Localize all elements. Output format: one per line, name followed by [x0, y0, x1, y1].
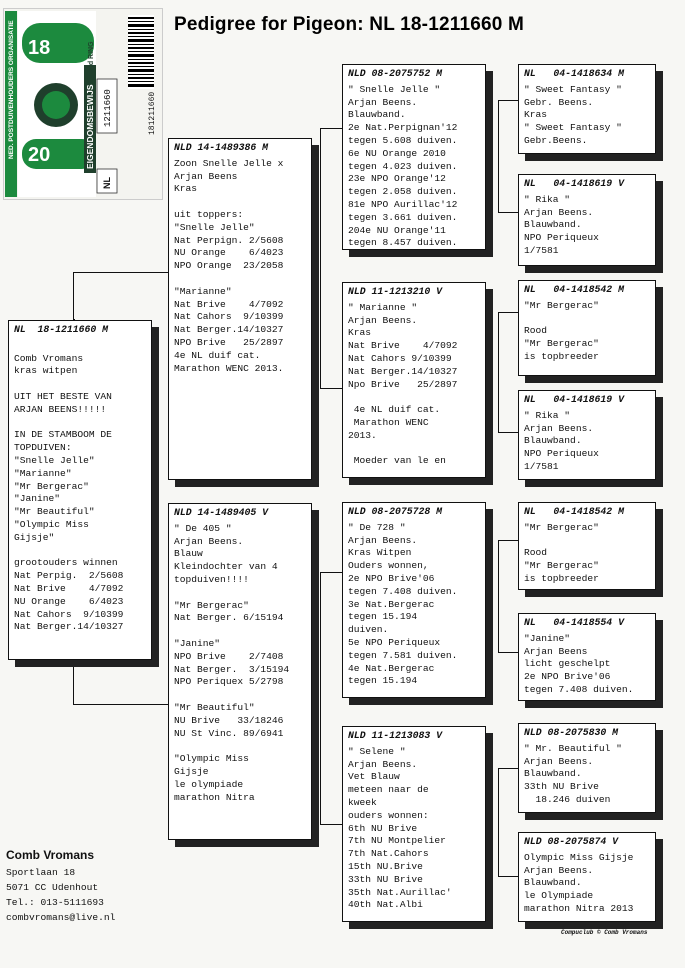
breeder-name: Comb Vromans — [6, 848, 95, 862]
ring-number-header: NLD 14-1489386 M — [174, 142, 269, 153]
card-text-line — [174, 625, 306, 638]
ring-certificate — [3, 8, 163, 200]
card-text-line: " Rika " — [524, 193, 571, 205]
card-text-line: Nat Berger.14/10327 — [14, 621, 124, 633]
card-text-line: " De 728 " — [348, 521, 406, 533]
breeder-email: combvromans@live.nl — [6, 912, 116, 923]
connector-sire-sd — [320, 388, 342, 389]
card-text-line: tegen 4.023 duiven. — [348, 160, 458, 172]
card-text-line: kras witpen — [14, 365, 78, 377]
card-text-line: 6th NU Brive — [348, 822, 418, 834]
connector-sire-vertical — [320, 128, 321, 388]
barcode-icon — [128, 15, 154, 89]
card-text-line: tegen 15.194 — [348, 611, 418, 623]
card-text-line: 3e Nat.Bergerac — [348, 598, 435, 610]
ring-number-header: NLD 08-2075752 M — [348, 68, 443, 79]
card-text-line: Kras — [174, 183, 198, 195]
card-text-line — [174, 740, 306, 753]
card-text-line: 2e NPO Brive'06 — [348, 572, 435, 584]
sire-dam-dam-card — [518, 390, 656, 480]
card-text-line: "Janine" — [524, 632, 571, 644]
card-text-line: Marathon WENC 2013. — [174, 362, 284, 374]
card-text-line: Marathon WENC — [348, 416, 429, 428]
card-text-line: Zoon Snelle Jelle x — [174, 157, 284, 169]
card-text-line: " Snelle Jelle " — [348, 83, 441, 95]
card-text-line: "Mr Bergerac" — [524, 338, 599, 350]
card-text-line: Blauw — [174, 548, 203, 560]
ring-year-left: 20 — [28, 144, 51, 166]
card-text-line: "Marianne" — [174, 285, 232, 297]
card-text-line: Arjan Beens — [174, 170, 238, 182]
card-text-line: le olympiade — [174, 778, 244, 790]
card-text-line: NPO Periquex 5/2798 — [174, 676, 284, 688]
ring-number-header: NL 04-1418554 V — [524, 617, 624, 628]
card-text-line: Vet Blauw — [348, 771, 400, 783]
card-text-line: Gebr.Beens. — [524, 134, 588, 146]
card-text-line: Kras — [524, 109, 548, 121]
card-text-line: tegen 2.058 duiven. — [348, 186, 458, 198]
card-text-line: "Janine" — [14, 493, 61, 505]
card-text-line: Gebr. Beens. — [524, 96, 594, 108]
card-text-line: 81e NPO Aurillac'12 — [348, 198, 458, 210]
card-text-line: "Mr Bergerac" — [524, 521, 599, 533]
card-text-line: Arjan Beens. — [348, 96, 418, 108]
card-text-line: kweek — [348, 796, 377, 808]
ring-year-right: 18 — [28, 37, 51, 59]
ring-org-text: NED. POSTDUIVENHOUDERS ORGANISATIE — [8, 20, 15, 159]
dam-dam-dam-card — [518, 832, 656, 922]
card-text-line: ouders wonnen: — [348, 809, 429, 821]
card-text-line: Arjan Beens. — [348, 758, 418, 770]
card-text-line: Nat Brive 4/7092 — [14, 582, 124, 594]
card-text-line — [174, 689, 306, 702]
connector-dam-ds — [320, 572, 342, 573]
sire-sire-sire-card — [518, 64, 656, 154]
connector-ds-dsd — [498, 652, 518, 653]
connector-sd-sds — [498, 312, 518, 313]
connector-dd-ddd — [498, 876, 518, 877]
breeder-contact — [6, 848, 115, 925]
card-text-line: Blauwband. — [524, 219, 582, 231]
card-text-line: 33th NU Brive — [348, 873, 423, 885]
ring-number-header: NL 04-1418542 M — [524, 506, 624, 517]
card-text-line: 23e NPO Orange'12 — [348, 173, 446, 185]
card-text-line: tegen 7.581 duiven. — [348, 649, 458, 661]
card-text-line: 7th Nat.Cahors — [348, 848, 429, 860]
card-text-line: Blauwband. — [524, 768, 582, 780]
card-text-line: 204e NU Orange'11 — [348, 224, 446, 236]
dam-sire-sire-card — [518, 502, 656, 590]
ring-number-header: NLD 14-1489405 V — [174, 507, 269, 518]
card-text-line: Arjan Beens — [524, 645, 588, 657]
card-text-line: NU St Vinc. 89/6941 — [174, 727, 284, 739]
card-text-line: " Mr. Beautiful " — [524, 742, 622, 754]
card-text-line: NPO Orange 23/2058 — [174, 260, 284, 272]
sire-sire-card — [342, 64, 486, 250]
ring-number-header: NL 04-1418542 M — [524, 284, 624, 295]
card-text-line: TOPDUIVEN: — [14, 442, 72, 454]
ring-eigendom-text: EIGENDOMSBEWIJS — [85, 84, 95, 169]
card-text-line: Olympic Miss Gijsje — [524, 851, 634, 863]
page-title: Pedigree for Pigeon: NL 18-1211660 M — [174, 14, 525, 35]
card-text-line: "Mr Beautiful" — [174, 701, 255, 713]
card-text-line — [348, 391, 480, 404]
card-text-line: Comb Vromans — [14, 352, 84, 364]
ring-number-header: NL 04-1418619 V — [524, 178, 624, 189]
card-text-line: Nat Cahors 9/10399 — [174, 311, 284, 323]
card-text-line — [14, 340, 146, 353]
connector-sd-vertical — [498, 312, 499, 432]
card-text-line: 33th NU Brive — [524, 781, 599, 793]
card-text-line: Rood — [524, 325, 548, 337]
card-text-line — [14, 545, 146, 558]
card-text-line: NPO Periqueux — [524, 232, 599, 244]
connector-ss-vertical — [498, 100, 499, 212]
ring-number-header: NLD 08-2075874 V — [524, 836, 619, 847]
card-text-line: " Rika " — [524, 409, 571, 421]
ring-number: 1211660 — [103, 89, 113, 127]
card-text-line: Nat Berger.14/10327 — [174, 324, 284, 336]
card-text-line: 2e NPO Brive'06 — [524, 671, 611, 683]
connector-dam-vertical — [320, 572, 321, 824]
card-text-line: 35th Nat.Aurillac' — [348, 886, 452, 898]
card-text-line: NPO Periqueux — [524, 448, 599, 460]
card-text-line: Nat Cahors 9/10399 — [348, 352, 452, 364]
card-text-line: Nat Berger. 3/15194 — [174, 663, 290, 675]
card-text-line — [174, 196, 306, 209]
dam-sire-card — [342, 502, 486, 698]
card-text-line: Gijsje" — [14, 531, 55, 543]
card-text-line: Nat Perpign. 2/5608 — [174, 234, 284, 246]
connector-sire-ss — [320, 128, 342, 129]
card-text-line: 4e NL duif cat. — [174, 349, 261, 361]
card-text-line: topduiven!!!! — [174, 573, 249, 585]
card-text-line: NU Brive 33/18246 — [174, 714, 284, 726]
card-text-line: "Marianne" — [14, 467, 72, 479]
card-text-line: "Snelle Jelle" — [14, 454, 95, 466]
card-text-line: uit toppers: — [174, 208, 244, 220]
card-text-line: tegen 3.661 duiven. — [348, 211, 458, 223]
card-text-line: Gijsje — [174, 765, 209, 777]
breeder-address-street: Sportlaan 18 — [6, 867, 76, 878]
dam-dam-card — [342, 726, 486, 922]
card-text-line: ARJAN BEENS!!!!! — [14, 403, 107, 415]
card-text-line: Nat Berger. 6/15194 — [174, 612, 284, 624]
card-text-line: tegen 8.457 duiven. — [348, 237, 458, 249]
card-text-line: UIT HET BESTE VAN — [14, 390, 112, 402]
card-text-line: tegen 5.608 duiven. — [348, 134, 458, 146]
card-text-line: " Sweet Fantasy " — [524, 122, 622, 134]
card-text-line: 6e NU Orange 2010 — [348, 147, 446, 159]
sire-dam-card — [342, 282, 486, 478]
card-text-line: Blauwband. — [524, 435, 582, 447]
ring-number-header: NL 18-1211660 M — [14, 324, 109, 335]
ring-number-header: NLD 11-1213083 V — [348, 730, 443, 741]
card-text-line: "Snelle Jelle" — [174, 221, 255, 233]
card-text-line: tegen 7.408 duiven. — [348, 585, 458, 597]
card-text-line: tegen 15.194 — [348, 675, 418, 687]
connector-ds-dss — [498, 540, 518, 541]
card-text-line: " Selene " — [348, 745, 406, 757]
ring-ring-text: v/d RING — [88, 41, 95, 71]
card-text-line — [348, 443, 480, 456]
card-text-line: 4e Nat.Bergerac — [348, 662, 435, 674]
connector-main-dam — [73, 704, 168, 705]
card-text-line: 5e NPO Periqueux — [348, 636, 441, 648]
main-pigeon-card — [8, 320, 152, 660]
card-text-line: Arjan Beens. — [348, 314, 418, 326]
card-text-line: Arjan Beens. — [524, 206, 594, 218]
ring-number-header: NL 04-1418619 V — [524, 394, 624, 405]
connector-ss-ssd — [498, 212, 518, 213]
card-text-line — [524, 535, 650, 548]
card-text-line — [14, 378, 146, 391]
card-text-line: tegen 7.408 duiven. — [524, 683, 634, 695]
connector-dd-vertical — [498, 768, 499, 876]
card-text-line: licht geschelpt — [524, 658, 611, 670]
card-text-line — [14, 417, 146, 430]
card-text-line: 1/7581 — [524, 460, 559, 472]
card-text-line: marathon Nitra 2013 — [524, 902, 634, 914]
card-text-line: Kras Witpen — [348, 547, 412, 559]
card-text-line: Arjan Beens. — [524, 755, 594, 767]
ring-number-header: NLD 08-2075728 M — [348, 506, 443, 517]
card-text-line: 18.246 duiven — [524, 793, 611, 805]
connector-ss-sss — [498, 100, 518, 101]
card-text-line: Npo Brive 25/2897 — [348, 378, 458, 390]
card-text-line: duiven. — [348, 624, 389, 636]
card-text-line — [174, 587, 306, 600]
card-text-line: le Olympiade — [524, 890, 594, 902]
card-text-line: Nat Perpig. 2/5608 — [14, 570, 124, 582]
card-text-line: 7th NU Montpelier — [348, 835, 446, 847]
barcode-number: 181211660 — [148, 91, 157, 135]
card-text-line: Arjan Beens. — [174, 535, 244, 547]
card-text-line: "Janine" — [174, 637, 221, 649]
card-text-line: "Mr Beautiful" — [14, 506, 95, 518]
card-text-line: 4e NL duif cat. — [348, 404, 441, 416]
software-credit: Compuclub © Comb Vromans — [561, 929, 648, 936]
card-text-line: Moeder van le en — [348, 455, 446, 467]
card-text-line: Nat Cahors 9/10399 — [14, 608, 124, 620]
card-text-line: Nat Brive 4/7092 — [174, 298, 284, 310]
card-text-line: 1/7581 — [524, 244, 559, 256]
card-text-line: "Mr Bergerac" — [524, 299, 599, 311]
card-text-line: Nat Brive 4/7092 — [348, 340, 458, 352]
card-text-line: "Olympic Miss — [174, 753, 249, 765]
card-text-line: 40th Nat.Albi — [348, 899, 423, 911]
card-text-line: marathon Nitra — [174, 791, 255, 803]
card-text-line: NPO Brive 25/2897 — [174, 336, 284, 348]
connector-sd-sdd — [498, 432, 518, 433]
card-text-line: " De 405 " — [174, 522, 232, 534]
dam-sire-dam-card — [518, 613, 656, 701]
card-text-line: Ouders wonnen, — [348, 560, 429, 572]
card-text-line: is topbreeder — [524, 572, 599, 584]
card-text-line: Kras — [348, 327, 372, 339]
connector-dd-dds — [498, 768, 518, 769]
card-text-line: Kleindochter van 4 — [174, 561, 278, 573]
card-text-line: NU Orange 6/4023 — [174, 247, 284, 259]
ring-number-header: NLD 08-2075830 M — [524, 727, 619, 738]
breeder-address-city: 5071 CC Udenhout — [6, 882, 99, 893]
card-text-line: Arjan Beens. — [348, 534, 418, 546]
card-text-line: "Olympic Miss — [14, 518, 89, 530]
card-text-line — [174, 273, 306, 286]
sire-sire-dam-card — [518, 174, 656, 266]
ring-country: NL — [102, 177, 112, 189]
card-text-line: grootouders winnen — [14, 557, 118, 569]
ring-number-header: NL 04-1418634 M — [524, 68, 624, 79]
card-text-line: 2e Nat.Perpignan'12 — [348, 122, 458, 134]
card-text-line: meteen naar de — [348, 784, 429, 796]
connector-dam-dd — [320, 824, 342, 825]
connector-main-sire — [73, 272, 168, 273]
dam-dam-sire-card — [518, 723, 656, 813]
card-text-line: Arjan Beens. — [524, 422, 594, 434]
card-text-line — [524, 313, 650, 326]
card-text-line: Arjan Beens. — [524, 864, 594, 876]
card-text-line: " Sweet Fantasy " — [524, 83, 622, 95]
card-text-line: "Mr Bergerac" — [14, 480, 89, 492]
card-text-line: Blauwband. — [348, 109, 406, 121]
ring-certificate-graphic — [4, 9, 162, 199]
dam-card — [168, 503, 312, 840]
ring-number-header: NLD 11-1213210 V — [348, 286, 443, 297]
breeder-phone: Tel.: 013-5111693 — [6, 897, 104, 908]
card-text-line: Nat Berger.14/10327 — [348, 365, 458, 377]
card-text-line: 15th NU.Brive — [348, 860, 423, 872]
card-text-line: " Marianne " — [348, 301, 418, 313]
card-text-line: Blauwband. — [524, 877, 582, 889]
card-text-line: "Mr Bergerac" — [524, 560, 599, 572]
sire-dam-sire-card — [518, 280, 656, 376]
card-text-line: NU Orange 6/4023 — [14, 595, 124, 607]
card-text-line: NPO Brive 2/7408 — [174, 650, 284, 662]
card-text-line: "Mr Bergerac" — [174, 599, 249, 611]
card-text-line: Rood — [524, 547, 548, 559]
connector-ds-vertical — [498, 540, 499, 652]
sire-card — [168, 138, 312, 480]
card-text-line: 2013. — [348, 429, 377, 441]
card-text-line: IN DE STAMBOOM DE — [14, 429, 112, 441]
card-text-line: is topbreeder — [524, 350, 599, 362]
